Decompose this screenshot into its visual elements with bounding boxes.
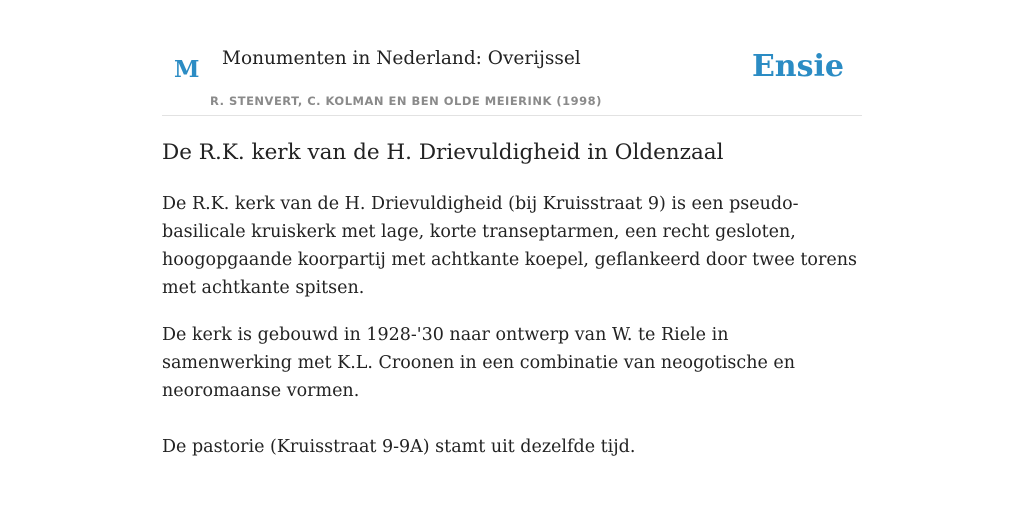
article-body bbox=[162, 190, 862, 461]
article-paragraph: De kerk is gebouwd in 1928-'30 naar ontwerp van W. te Riele in samenwerking met K.L. Croonen in een combinatie van neogotische en neoromaanse vormen. bbox=[162, 324, 796, 401]
article-title: De R.K. kerk van de H. Drievuldigheid in Oldenzaal bbox=[162, 140, 724, 165]
source-header bbox=[162, 36, 862, 116]
article-paragraph: De R.K. kerk van de H. Drievuldigheid (bij Kruisstraat 9) is een pseudo-basilicale kruiskerk met lage, korte transeptarmen, een recht gesloten, hoogopgaande koorpartij met achtkante koepel, geflankeerd door twee torens met achtkante spitsen. bbox=[162, 193, 857, 298]
book-authors: R. STENVERT, C. KOLMAN EN BEN OLDE MEIERINK (1998) bbox=[210, 94, 602, 108]
book-logo-mark[interactable]: M bbox=[174, 56, 200, 83]
article bbox=[162, 140, 862, 480]
ensie-logo[interactable]: Ensie bbox=[751, 49, 844, 84]
article-paragraph: De pastorie (Kruisstraat 9-9A) stamt uit dezelfde tijd. bbox=[162, 436, 636, 457]
book-title-link[interactable]: Monumenten in Nederland: Overijssel bbox=[222, 48, 581, 69]
